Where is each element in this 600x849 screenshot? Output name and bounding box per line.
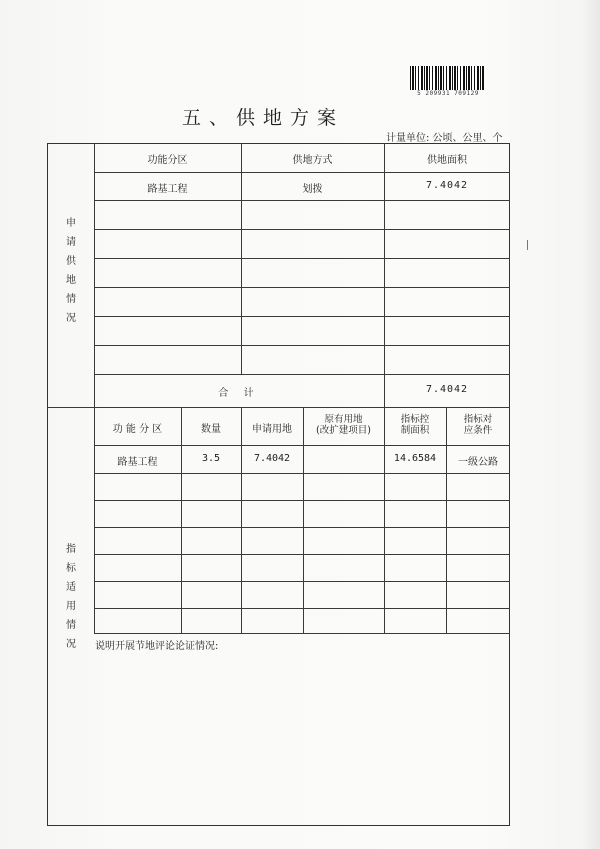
s1-header-function-zone: 功能分区 xyxy=(147,155,188,166)
s1-row-line xyxy=(94,229,510,230)
s1-total-label: 合 计 xyxy=(218,388,260,399)
s2-header-control-area: 指标控 制面积 xyxy=(400,414,430,436)
s2-row-line xyxy=(94,581,510,582)
s2-col-line xyxy=(181,407,182,633)
s1-vertical-label: 申 请 供 地 情 况 xyxy=(66,218,76,324)
s2-row-line xyxy=(94,608,510,609)
s2-row-line xyxy=(94,554,510,555)
barcode-number: 5 209931 709129 xyxy=(417,90,479,97)
s1-col-line xyxy=(241,143,242,374)
s2-vertical-label: 指 标 适 用 情 况 xyxy=(66,544,76,650)
margin-mark xyxy=(527,240,528,250)
s2-header-existing-land: 原有用地 (改扩建项目) xyxy=(316,414,371,436)
s2-header-function-zone: 功 能 分 区 xyxy=(112,424,163,435)
section-divider xyxy=(47,407,510,408)
notes-label: 说明开展节地评论论证情况: xyxy=(95,641,219,652)
s1-cell-supply-method: 划拨 xyxy=(302,184,323,195)
notes-divider xyxy=(94,633,510,634)
s2-header-condition: 指标对 应条件 xyxy=(463,414,493,436)
page-title: 五、供地方案 xyxy=(182,107,345,129)
s2-row-line xyxy=(94,473,510,474)
s1-header-supply-method: 供地方式 xyxy=(292,155,333,166)
s2-cell-function-zone: 路基工程 xyxy=(117,457,158,468)
s2-header-quantity: 数量 xyxy=(201,424,221,435)
s2-col-line xyxy=(303,407,304,633)
s2-col-line xyxy=(241,407,242,633)
s1-header-supply-area: 供地面积 xyxy=(427,155,467,166)
s1-row-line xyxy=(94,374,510,375)
s1-row-line xyxy=(94,345,510,346)
page-edge-shadow xyxy=(582,0,600,849)
s2-col-line xyxy=(384,407,385,633)
s1-row-line xyxy=(94,316,510,317)
s1-total-value: 7.4042 xyxy=(425,384,469,395)
s2-row-line xyxy=(94,445,510,446)
s2-cell-condition: 一级公路 xyxy=(458,457,498,468)
s2-header-applied-land: 申请用地 xyxy=(252,424,292,435)
s2-cell-applied-land: 7.4042 xyxy=(253,453,291,464)
s1-row-line xyxy=(94,258,510,259)
s2-row-line xyxy=(94,500,510,501)
s1-row-line xyxy=(94,172,510,173)
s2-cell-control-area: 14.6584 xyxy=(393,453,437,464)
land-supply-table xyxy=(47,143,510,826)
unit-label: 计量单位: 公顷、公里、个 xyxy=(386,133,503,144)
s1-row-line xyxy=(94,200,510,201)
s1-row-line xyxy=(94,287,510,288)
s2-cell-quantity: 3.5 xyxy=(201,453,221,464)
barcode-image xyxy=(410,66,484,90)
s1-cell-supply-area: 7.4042 xyxy=(425,180,469,191)
s1-cell-function-zone: 路基工程 xyxy=(147,184,188,195)
s2-col-line xyxy=(446,407,447,633)
s2-row-line xyxy=(94,527,510,528)
